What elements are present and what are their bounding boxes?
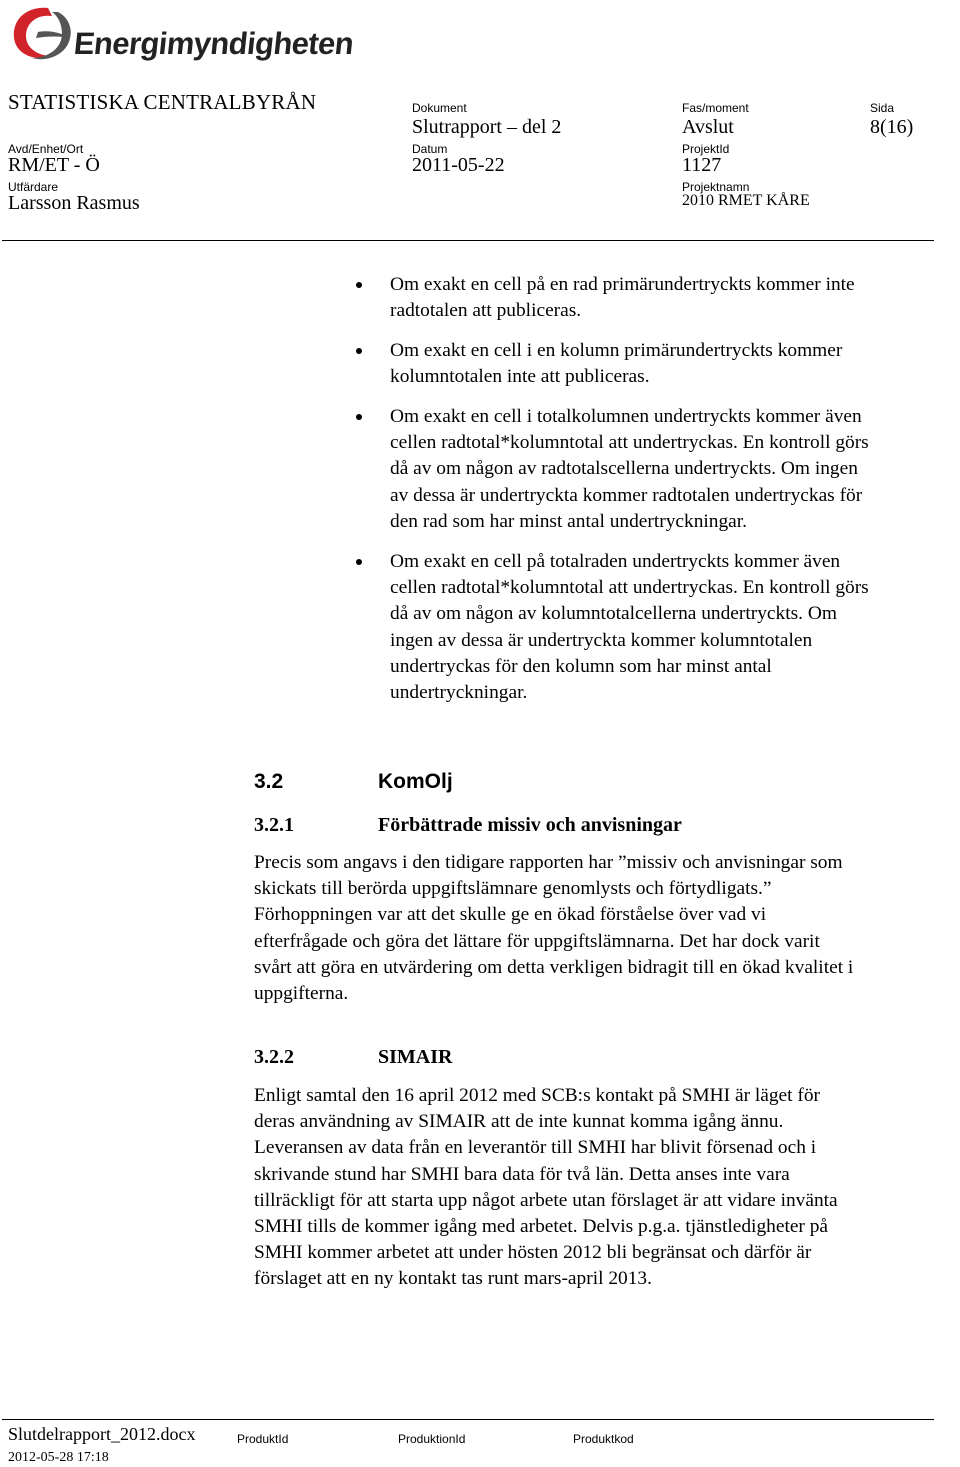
bullet-line: då av om någon av kolumntotalcellerna undertryckts. Om	[390, 603, 837, 625]
paragraph-line: svårt att göra en utvärdering om detta verkligen bidragit till en ökad kvalitet i	[254, 956, 854, 978]
bullet-item	[390, 549, 960, 706]
dokument-label: Dokument	[412, 101, 467, 115]
bullet-icon	[356, 559, 362, 565]
bullet-line: av dessa är undertryckta kommer radtotalen undertryckas för	[390, 484, 863, 506]
paragraph	[254, 1083, 960, 1293]
subsection-number: 3.2.1	[254, 814, 294, 836]
avd-label: Avd/Enhet/Ort	[8, 142, 84, 156]
subsection-title: SIMAIR	[378, 1046, 453, 1068]
bullet-icon	[356, 414, 362, 420]
bullet-line: då av om någon av radtotalscellerna undertryckts. Om ingen	[390, 458, 858, 480]
logo-wordmark: Energimyndigheten	[72, 26, 356, 61]
datum-label: Datum	[412, 142, 448, 156]
paragraph-line: tillräckligt för att starta upp något arbete utan förslaget är att vidare invänta	[254, 1189, 838, 1211]
bullet-line: Om exakt en cell i totalkolumnen undertryckts kommer även	[390, 406, 862, 427]
fas-value: Avslut	[682, 116, 734, 138]
bullet-line: undertryckningar.	[390, 682, 528, 704]
paragraph	[254, 850, 960, 1007]
paragraph-line: SMHI kommer arbetet att under hösten 2012 bli begränsat och därför är	[254, 1242, 812, 1264]
paragraph-line: Förhoppningen var att det skulle ge en ökad förståelse över vad vi	[254, 904, 767, 926]
paragraph-line: Precis som angavs i den tidigare rapporten har ”missiv och anvisningar som	[254, 852, 843, 873]
paragraph-line: skickats till berörda uppgiftslämnare genomlysts och förtydligats.”	[254, 878, 772, 900]
sida-label: Sida	[870, 101, 895, 115]
bullet-item	[390, 338, 960, 390]
utfardare-label: Utfärdare	[8, 180, 59, 194]
bullet-icon	[356, 282, 362, 288]
header-rule	[2, 240, 934, 241]
paragraph-line: efterfrågade och göra det lättare för uppgiftslämnarna. Det har dock varit	[254, 930, 820, 952]
footer-datetime: 2012-05-28 17:18	[8, 1450, 109, 1465]
footer-filename: Slutdelrapport_2012.docx	[8, 1424, 196, 1444]
bullet-line: Om exakt en cell på totalraden undertryckts kommer även	[390, 551, 841, 572]
section-number: 3.2	[254, 770, 284, 793]
dokument-value: Slutrapport – del 2	[412, 116, 562, 138]
organization-name: STATISTISKA CENTRALBYRÅN	[8, 90, 317, 114]
paragraph-line: uppgifterna.	[254, 983, 349, 1005]
bullet-line: kolumntotalen inte att publiceras.	[390, 366, 650, 388]
paragraph-line: Leveransen av data från en leverantör till SMHI har blivit försenad och i	[254, 1137, 817, 1159]
paragraph-line: skrivande stund har SMHI bara data för två län. Detta anses inte vara	[254, 1163, 790, 1185]
bullet-line: ingen av dessa är undertryckta kommer kolumntotalen	[390, 629, 813, 651]
produktionid-label: ProduktionId	[398, 1432, 466, 1446]
section-title: KomOlj	[378, 770, 453, 793]
paragraph-line: SMHI tills de kommer igång med arbetet. Delvis p.g.a. tjänstledigheter på	[254, 1216, 829, 1238]
paragraph-line: förslaget att en ny kontakt tas runt mars-april 2013.	[254, 1268, 652, 1290]
subsection-title: Förbättrade missiv och anvisningar	[378, 814, 682, 836]
bullet-line: radtotalen att publiceras.	[390, 300, 582, 322]
bullet-item	[390, 272, 960, 324]
produktkod-label: Produktkod	[573, 1432, 634, 1446]
bullet-line: cellen radtotal*kolumntotal att undertryckas. En kontroll görs	[390, 432, 869, 454]
projektid-value: 1127	[682, 154, 722, 176]
bullet-item	[390, 404, 960, 535]
bullet-line: undertryckas för den kolumn som har minst antal	[390, 655, 772, 677]
projektnamn-value: 2010 RMET KÅRE	[682, 192, 810, 209]
footer-rule	[2, 1419, 934, 1420]
paragraph-line: Enligt samtal den 16 april 2012 med SCB:s kontakt på SMHI är läget för	[254, 1085, 821, 1106]
sida-value: 8(16)	[870, 116, 914, 138]
produktid-label: ProduktId	[237, 1432, 289, 1446]
datum-value: 2011-05-22	[412, 154, 505, 176]
projektid-label: ProjektId	[682, 142, 730, 156]
avd-value: RM/ET - Ö	[8, 154, 100, 176]
projektnamn-label: Projektnamn	[682, 180, 750, 194]
paragraph-line: deras användning av SIMAIR att de inte kunnat komma igång ännu.	[254, 1111, 784, 1133]
bullet-line: cellen radtotal*kolumntotal att undertryckas. En kontroll görs	[390, 577, 869, 599]
bullet-line: den rad som har minst antal undertryckningar.	[390, 510, 748, 532]
subsection-number: 3.2.2	[254, 1046, 294, 1068]
bullet-icon	[356, 348, 362, 354]
bullet-line: Om exakt en cell på en rad primärundertryckts kommer inte	[390, 274, 855, 295]
bullet-line: Om exakt en cell i en kolumn primärundertryckts kommer	[390, 340, 843, 361]
fas-label: Fas/moment	[682, 101, 749, 115]
utfardare-value: Larsson Rasmus	[8, 192, 140, 214]
